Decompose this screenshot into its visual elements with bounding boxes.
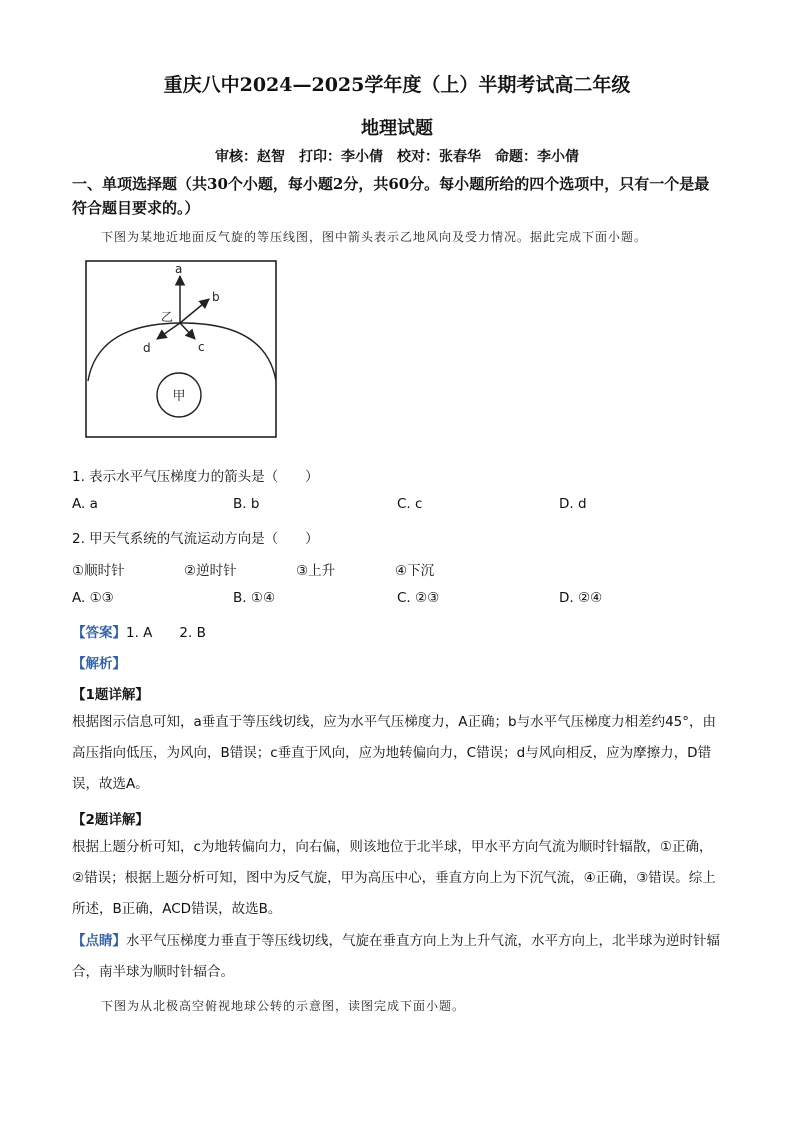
isobar-figure [84,259,280,441]
question-2-stem: 2. 甲天气系统的气流运动方向是（ ） [72,531,319,547]
label-c: c [198,340,205,354]
section-heading: 一、单项选择题（共30个小题，每小题2分，共60分。每小题所给的四个选项中，只有一个是最符合题目要求的。） [72,175,710,217]
analysis-tag: 【解析】 [72,656,126,672]
label-yi: 乙 [161,310,174,324]
exam-subject: 地理试题 [361,118,433,139]
answer-line [72,621,206,641]
staff-line: 审核：赵智 打印：李小倩 校对：张春华 命题：李小倩 [215,149,579,165]
answer-text: 1. A 2. B [126,625,206,641]
question-2-option-a[interactable]: A. ①③ [72,590,114,606]
answer-tag: 【答案】 [72,625,126,641]
question-2-option-d[interactable]: D. ②④ [559,590,603,606]
question-1-option-a[interactable]: A. a [72,496,98,512]
figure-frame [86,261,276,437]
group2-intro: 下图为从北极高空俯视地球公转的示意图，读图完成下面小题。 [101,999,466,1013]
tip-tag: 【点睛】 [72,933,126,949]
group1-intro: 下图为某地近地面反气旋的等压线图，图中箭头表示乙地风向及受力情况。据此完成下面小题。 [101,230,648,244]
question-2-option-c[interactable]: C. ②③ [397,590,440,606]
question-2-choice-1: ①顺时针 [72,563,125,579]
question-2-option-b[interactable]: B. ①④ [233,590,276,606]
question-2-choice-4: ④下沉 [395,563,435,579]
exam-title: 重庆八中2024—2025学年度（上）半期考试高二年级 [163,74,631,96]
detail-2-title: 【2题详解】 [72,812,149,828]
label-a: a [175,262,183,276]
question-1-option-d[interactable]: D. d [559,496,587,512]
detail-1-text: 根据图示信息可知，a垂直于等压线切线，应为水平气压梯度力，A正确；b与水平气压梯度力相差约45°，由高压指向低压，为风向，B错误；c垂直于风向，应为地转偏向力，C错误；d与风向相反，应为摩擦力，D错误，故选A。 [72,714,717,792]
isobar-curve [88,323,276,381]
question-1-stem: 1. 表示水平气压梯度力的箭头是（ ） [72,469,319,485]
tip-text: 水平气压梯度力垂直于等压线切线，气旋在垂直方向上为上升气流，水平方向上，北半球为逆时针辐合，南半球为顺时针辐合。 [72,933,720,980]
detail-2-text: 根据上题分析可知，c为地转偏向力，向右偏，则该地位于北半球，甲水平方向气流为顺时针辐散，①正确，②错误；根据上题分析可知，图中为反气旋，甲为高压中心，垂直方向上为下沉气流，④正确，③错误。综上所述，B正确，ACD错误，故选B。 [72,839,716,917]
label-jia: 甲 [172,389,186,404]
arrow-c [180,323,195,339]
question-2-choice-3: ③上升 [296,563,336,579]
arrow-d [157,323,180,339]
question-1-option-c[interactable]: C. c [397,496,423,512]
tip-paragraph [72,926,724,988]
detail-1-title: 【1题详解】 [72,687,149,703]
question-1-option-b[interactable]: B. b [233,496,260,512]
label-d: d [143,341,151,355]
arrow-b [180,299,209,323]
question-2-choice-2: ②逆时针 [184,563,237,579]
label-b: b [212,290,220,304]
